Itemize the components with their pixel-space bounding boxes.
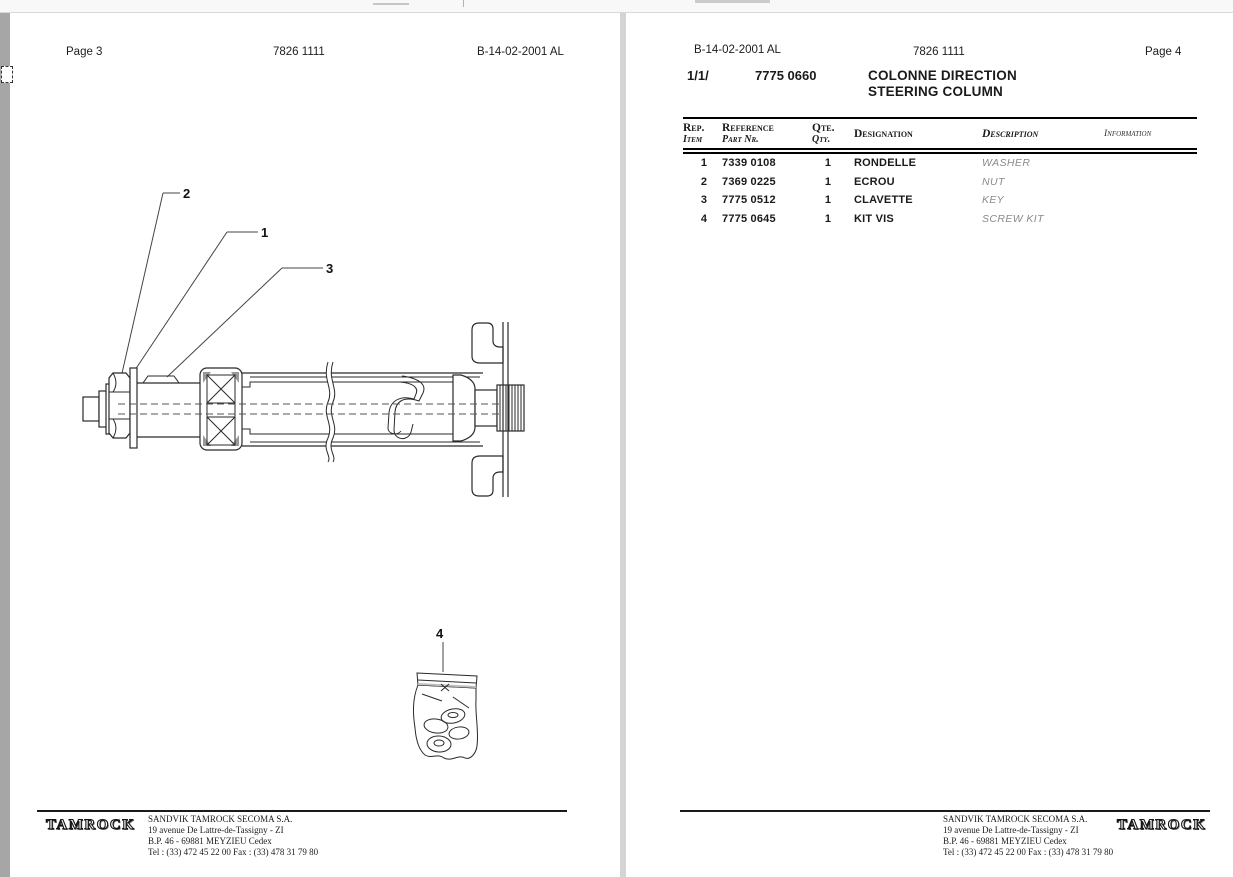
callout-2 bbox=[120, 186, 190, 382]
footer-city: B.P. 46 - 69881 MEYZIEU Cedex bbox=[148, 836, 272, 846]
footer-contact: Tel : (33) 472 45 22 00 Fax : (33) 478 31 79 80 bbox=[943, 847, 1114, 857]
footer-contact: Tel : (33) 472 45 22 00 Fax : (33) 478 31 79 80 bbox=[148, 847, 319, 857]
table-header-row bbox=[683, 119, 1197, 148]
shaft-end bbox=[83, 397, 99, 421]
toolbar-fragment bbox=[695, 0, 770, 3]
tamrock-logo: TAMROCK bbox=[1117, 817, 1207, 833]
table-row: 1 7339 0108 1 RONDELLE WASHER bbox=[700, 157, 1031, 170]
callout-4 bbox=[436, 626, 444, 672]
table-row: 2 7369 0225 1 ECROU NUT bbox=[700, 175, 1005, 188]
toolbar-fragment bbox=[463, 0, 464, 7]
callout-4-label: 4 bbox=[436, 626, 444, 641]
spline-end bbox=[453, 375, 524, 441]
footer-rule bbox=[37, 810, 567, 812]
screw-kit-bag bbox=[413, 673, 477, 759]
footer-rule bbox=[680, 810, 1210, 812]
section-index: 1/1/ bbox=[687, 68, 709, 83]
assembly-title bbox=[868, 68, 1017, 100]
footer-street: 19 avenue De Lattre-de-Tassigny - ZI bbox=[148, 825, 284, 835]
col-header-part: Reference Part Nr. bbox=[722, 122, 774, 145]
shaft bbox=[137, 383, 200, 437]
footer-company: SANDVIK TAMROCK SECOMA S.A. bbox=[943, 814, 1088, 824]
document-number: 7826 1111 bbox=[913, 46, 965, 58]
footer-street: 19 avenue De Lattre-de-Tassigny - ZI bbox=[943, 825, 1079, 835]
col-header-information: Information bbox=[1104, 128, 1152, 139]
col-header-designation: Designation bbox=[854, 127, 913, 140]
assembly-title-en: STEERING COLUMN bbox=[868, 84, 1004, 99]
col-header-description: Description bbox=[982, 127, 1039, 140]
page-gap-divider bbox=[620, 13, 626, 877]
page-number-label: Page 4 bbox=[1145, 46, 1182, 58]
assembly-part-number: 7775 0660 bbox=[755, 68, 817, 83]
steering-column-diagram bbox=[70, 170, 550, 770]
footer-address bbox=[943, 814, 1113, 858]
revision-code: B-14-02-2001 AL bbox=[694, 44, 781, 56]
footer-city: B.P. 46 - 69881 MEYZIEU Cedex bbox=[943, 836, 1067, 846]
footer-company: SANDVIK TAMROCK SECOMA S.A. bbox=[148, 814, 293, 824]
callout-1-label: 1 bbox=[261, 225, 269, 240]
callout-3 bbox=[167, 261, 333, 377]
callout-2-label: 2 bbox=[183, 186, 191, 201]
parts-table bbox=[683, 117, 1197, 228]
footer-address bbox=[148, 814, 318, 858]
table-row: 4 7775 0645 1 KIT VIS SCREW KIT bbox=[700, 213, 1044, 226]
revision-code: B-14-02-2001 AL bbox=[477, 46, 564, 58]
document-number: 7826 1111 bbox=[273, 46, 325, 58]
panel-resize-handle[interactable] bbox=[1, 66, 13, 83]
table-row: 3 7775 0512 1 CLAVETTE KEY bbox=[700, 194, 1005, 207]
washer-part bbox=[130, 368, 137, 448]
column-tube bbox=[242, 373, 483, 446]
callout-3-label: 3 bbox=[326, 261, 334, 276]
assembly-title-fr: COLONNE DIRECTION bbox=[868, 68, 1017, 83]
tamrock-logo: TAMROCK bbox=[46, 817, 136, 833]
centerline bbox=[118, 404, 500, 414]
retainer-hook bbox=[388, 376, 424, 439]
nut-part bbox=[109, 373, 130, 438]
step-section bbox=[242, 382, 258, 434]
col-header-item: Rep. Item bbox=[683, 122, 705, 145]
left-panel-strip bbox=[0, 13, 10, 877]
top-toolbar-remnant bbox=[0, 0, 1233, 13]
table-body bbox=[683, 154, 1197, 228]
key-part bbox=[143, 376, 179, 383]
callout-1 bbox=[133, 225, 268, 373]
bearing-housing bbox=[200, 368, 242, 450]
toolbar-fragment bbox=[373, 3, 409, 5]
page-number-label: Page 3 bbox=[66, 46, 103, 58]
col-header-qty: Qte. Qty. bbox=[812, 122, 835, 145]
